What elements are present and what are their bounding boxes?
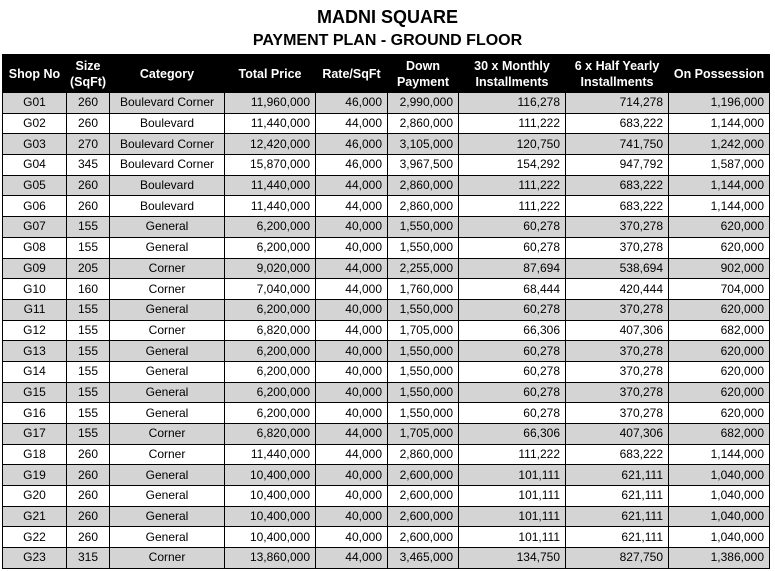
cell-rate-per-sqft: 44,000 [316, 424, 388, 445]
cell-category: General [110, 237, 225, 258]
cell-total-price: 6,200,000 [225, 361, 316, 382]
cell-size: 260 [67, 465, 110, 486]
cell-shop-no: G11 [3, 299, 67, 320]
cell-down-payment: 1,550,000 [388, 237, 459, 258]
cell-half-yearly-installments: 621,111 [566, 465, 669, 486]
cell-on-possession: 682,000 [669, 320, 770, 341]
cell-total-price: 10,400,000 [225, 527, 316, 548]
cell-category: Corner [110, 258, 225, 279]
table-row [3, 155, 770, 176]
cell-half-yearly-installments: 370,278 [566, 299, 669, 320]
cell-monthly-installments: 154,292 [459, 155, 566, 176]
cell-down-payment: 1,550,000 [388, 299, 459, 320]
cell-size: 155 [67, 382, 110, 403]
cell-on-possession: 620,000 [669, 341, 770, 362]
cell-on-possession: 704,000 [669, 279, 770, 300]
cell-category: Boulevard Corner [110, 155, 225, 176]
cell-half-yearly-installments: 714,278 [566, 93, 669, 114]
cell-rate-per-sqft: 44,000 [316, 113, 388, 134]
cell-category: Corner [110, 444, 225, 465]
cell-total-price: 12,420,000 [225, 134, 316, 155]
cell-shop-no: G18 [3, 444, 67, 465]
cell-category: General [110, 486, 225, 507]
table-row [3, 196, 770, 217]
cell-rate-per-sqft: 46,000 [316, 134, 388, 155]
cell-monthly-installments: 120,750 [459, 134, 566, 155]
cell-size: 155 [67, 361, 110, 382]
cell-on-possession: 620,000 [669, 382, 770, 403]
cell-category: Corner [110, 320, 225, 341]
cell-shop-no: G02 [3, 113, 67, 134]
cell-shop-no: G04 [3, 155, 67, 176]
cell-down-payment: 1,550,000 [388, 382, 459, 403]
cell-monthly-installments: 134,750 [459, 548, 566, 569]
cell-monthly-installments: 60,278 [459, 361, 566, 382]
cell-total-price: 11,440,000 [225, 196, 316, 217]
cell-shop-no: G10 [3, 279, 67, 300]
cell-rate-per-sqft: 44,000 [316, 279, 388, 300]
header-on-possession [669, 55, 770, 93]
cell-on-possession: 620,000 [669, 403, 770, 424]
cell-down-payment: 3,465,000 [388, 548, 459, 569]
cell-half-yearly-installments: 683,222 [566, 113, 669, 134]
cell-on-possession: 1,144,000 [669, 113, 770, 134]
header-shop-no-line1: Shop No [8, 66, 61, 81]
cell-on-possession: 620,000 [669, 299, 770, 320]
cell-monthly-installments: 66,306 [459, 424, 566, 445]
cell-down-payment: 1,550,000 [388, 341, 459, 362]
cell-on-possession: 902,000 [669, 258, 770, 279]
payment-plan-table [2, 54, 770, 569]
cell-on-possession: 1,144,000 [669, 196, 770, 217]
cell-monthly-installments: 60,278 [459, 403, 566, 424]
table-row [3, 217, 770, 238]
cell-category: Boulevard [110, 196, 225, 217]
cell-monthly-installments: 111,222 [459, 196, 566, 217]
cell-down-payment: 2,990,000 [388, 93, 459, 114]
cell-monthly-installments: 60,278 [459, 382, 566, 403]
cell-half-yearly-installments: 683,222 [566, 196, 669, 217]
header-monthly-installments-line2: Installments [475, 74, 549, 89]
cell-rate-per-sqft: 44,000 [316, 258, 388, 279]
cell-total-price: 11,440,000 [225, 175, 316, 196]
table-row [3, 424, 770, 445]
cell-total-price: 15,870,000 [225, 155, 316, 176]
cell-total-price: 9,020,000 [225, 258, 316, 279]
cell-size: 155 [67, 237, 110, 258]
cell-half-yearly-installments: 947,792 [566, 155, 669, 176]
cell-size: 260 [67, 93, 110, 114]
table-row [3, 361, 770, 382]
cell-monthly-installments: 60,278 [459, 237, 566, 258]
cell-size: 160 [67, 279, 110, 300]
cell-monthly-installments: 60,278 [459, 217, 566, 238]
cell-shop-no: G19 [3, 465, 67, 486]
cell-rate-per-sqft: 44,000 [316, 196, 388, 217]
header-rate-per-sqft-line1: Rate/SqFt [322, 66, 381, 81]
cell-shop-no: G03 [3, 134, 67, 155]
cell-monthly-installments: 111,222 [459, 113, 566, 134]
table-row [3, 113, 770, 134]
cell-on-possession: 620,000 [669, 217, 770, 238]
cell-down-payment: 2,860,000 [388, 196, 459, 217]
cell-rate-per-sqft: 40,000 [316, 506, 388, 527]
table-row [3, 548, 770, 569]
cell-half-yearly-installments: 407,306 [566, 424, 669, 445]
cell-monthly-installments: 101,111 [459, 486, 566, 507]
cell-total-price: 11,960,000 [225, 93, 316, 114]
header-total-price [225, 55, 316, 93]
cell-half-yearly-installments: 420,444 [566, 279, 669, 300]
cell-down-payment: 2,860,000 [388, 175, 459, 196]
cell-size: 260 [67, 175, 110, 196]
cell-down-payment: 3,967,500 [388, 155, 459, 176]
cell-on-possession: 1,040,000 [669, 465, 770, 486]
cell-down-payment: 1,760,000 [388, 279, 459, 300]
cell-total-price: 11,440,000 [225, 113, 316, 134]
cell-half-yearly-installments: 370,278 [566, 382, 669, 403]
cell-rate-per-sqft: 40,000 [316, 465, 388, 486]
cell-rate-per-sqft: 44,000 [316, 320, 388, 341]
cell-size: 260 [67, 506, 110, 527]
cell-down-payment: 1,705,000 [388, 424, 459, 445]
cell-shop-no: G05 [3, 175, 67, 196]
cell-half-yearly-installments: 683,222 [566, 175, 669, 196]
cell-total-price: 11,440,000 [225, 444, 316, 465]
cell-total-price: 6,200,000 [225, 403, 316, 424]
cell-shop-no: G20 [3, 486, 67, 507]
cell-total-price: 6,200,000 [225, 217, 316, 238]
cell-down-payment: 2,255,000 [388, 258, 459, 279]
cell-shop-no: G07 [3, 217, 67, 238]
table-row [3, 527, 770, 548]
cell-monthly-installments: 116,278 [459, 93, 566, 114]
cell-on-possession: 1,587,000 [669, 155, 770, 176]
cell-category: General [110, 403, 225, 424]
cell-shop-no: G23 [3, 548, 67, 569]
cell-total-price: 6,820,000 [225, 320, 316, 341]
cell-category: Corner [110, 424, 225, 445]
cell-rate-per-sqft: 46,000 [316, 93, 388, 114]
cell-monthly-installments: 101,111 [459, 506, 566, 527]
cell-size: 345 [67, 155, 110, 176]
cell-down-payment: 1,705,000 [388, 320, 459, 341]
cell-category: General [110, 465, 225, 486]
cell-shop-no: G12 [3, 320, 67, 341]
cell-down-payment: 3,105,000 [388, 134, 459, 155]
cell-half-yearly-installments: 621,111 [566, 486, 669, 507]
cell-on-possession: 1,196,000 [669, 93, 770, 114]
cell-shop-no: G06 [3, 196, 67, 217]
table-row [3, 486, 770, 507]
cell-half-yearly-installments: 827,750 [566, 548, 669, 569]
cell-category: Corner [110, 548, 225, 569]
cell-total-price: 6,200,000 [225, 299, 316, 320]
cell-down-payment: 2,600,000 [388, 527, 459, 548]
cell-shop-no: G09 [3, 258, 67, 279]
cell-shop-no: G22 [3, 527, 67, 548]
header-category [110, 55, 225, 93]
cell-monthly-installments: 101,111 [459, 527, 566, 548]
cell-monthly-installments: 60,278 [459, 299, 566, 320]
cell-on-possession: 620,000 [669, 361, 770, 382]
cell-size: 260 [67, 196, 110, 217]
cell-size: 155 [67, 424, 110, 445]
cell-rate-per-sqft: 40,000 [316, 361, 388, 382]
cell-category: Corner [110, 279, 225, 300]
cell-on-possession: 1,144,000 [669, 444, 770, 465]
page-subtitle: PAYMENT PLAN - GROUND FLOOR [252, 32, 523, 49]
cell-monthly-installments: 68,444 [459, 279, 566, 300]
header-half-yearly-installments-line1: 6 x Half Yearly [574, 58, 660, 73]
header-down-payment-line1: Down [405, 58, 441, 73]
cell-shop-no: G15 [3, 382, 67, 403]
cell-rate-per-sqft: 40,000 [316, 486, 388, 507]
cell-size: 260 [67, 527, 110, 548]
cell-total-price: 6,200,000 [225, 382, 316, 403]
header-size-line2: (SqFt) [70, 74, 107, 89]
table-body [3, 93, 770, 569]
header-shop-no [3, 55, 67, 93]
cell-size: 315 [67, 548, 110, 569]
header-rate-per-sqft [316, 55, 388, 93]
cell-rate-per-sqft: 40,000 [316, 403, 388, 424]
cell-total-price: 7,040,000 [225, 279, 316, 300]
table-row [3, 175, 770, 196]
cell-on-possession: 1,144,000 [669, 175, 770, 196]
cell-size: 155 [67, 403, 110, 424]
cell-half-yearly-installments: 370,278 [566, 237, 669, 258]
table-row [3, 465, 770, 486]
cell-category: Boulevard [110, 113, 225, 134]
cell-down-payment: 2,600,000 [388, 465, 459, 486]
cell-down-payment: 2,860,000 [388, 113, 459, 134]
cell-total-price: 10,400,000 [225, 465, 316, 486]
cell-half-yearly-installments: 683,222 [566, 444, 669, 465]
header-category-line1: Category [139, 66, 195, 81]
cell-down-payment: 2,600,000 [388, 506, 459, 527]
cell-category: Boulevard Corner [110, 134, 225, 155]
cell-monthly-installments: 60,278 [459, 341, 566, 362]
cell-category: General [110, 341, 225, 362]
cell-total-price: 10,400,000 [225, 506, 316, 527]
header-on-possession-line1: On Possession [673, 66, 765, 81]
cell-half-yearly-installments: 370,278 [566, 361, 669, 382]
cell-category: General [110, 506, 225, 527]
header-monthly-installments-line1: 30 x Monthly [474, 58, 550, 73]
cell-total-price: 10,400,000 [225, 486, 316, 507]
cell-size: 260 [67, 444, 110, 465]
cell-down-payment: 2,860,000 [388, 444, 459, 465]
cell-rate-per-sqft: 44,000 [316, 444, 388, 465]
cell-size: 155 [67, 299, 110, 320]
cell-down-payment: 2,600,000 [388, 486, 459, 507]
cell-category: General [110, 217, 225, 238]
cell-size: 270 [67, 134, 110, 155]
cell-category: Boulevard [110, 175, 225, 196]
cell-monthly-installments: 111,222 [459, 444, 566, 465]
header-down-payment [388, 55, 459, 93]
table-row [3, 237, 770, 258]
cell-half-yearly-installments: 370,278 [566, 403, 669, 424]
table-row [3, 320, 770, 341]
cell-category: General [110, 382, 225, 403]
header-size [67, 55, 110, 93]
cell-shop-no: G14 [3, 361, 67, 382]
cell-shop-no: G13 [3, 341, 67, 362]
header-half-yearly-installments [566, 55, 669, 93]
table-row [3, 506, 770, 527]
cell-total-price: 6,820,000 [225, 424, 316, 445]
cell-rate-per-sqft: 40,000 [316, 382, 388, 403]
cell-shop-no: G16 [3, 403, 67, 424]
cell-total-price: 6,200,000 [225, 341, 316, 362]
page-title: MADNI SQUARE [316, 7, 458, 27]
table-row [3, 134, 770, 155]
header-size-line1: Size [75, 58, 101, 73]
header-half-yearly-installments-line2: Installments [580, 74, 654, 89]
cell-shop-no: G01 [3, 93, 67, 114]
table-row [3, 299, 770, 320]
header-total-price-line1: Total Price [238, 66, 302, 81]
cell-half-yearly-installments: 741,750 [566, 134, 669, 155]
cell-monthly-installments: 87,694 [459, 258, 566, 279]
cell-on-possession: 620,000 [669, 237, 770, 258]
cell-rate-per-sqft: 44,000 [316, 548, 388, 569]
cell-monthly-installments: 66,306 [459, 320, 566, 341]
cell-half-yearly-installments: 621,111 [566, 527, 669, 548]
cell-down-payment: 1,550,000 [388, 217, 459, 238]
cell-total-price: 6,200,000 [225, 237, 316, 258]
header-row [3, 55, 770, 93]
cell-shop-no: G21 [3, 506, 67, 527]
table-row [3, 403, 770, 424]
table-row [3, 341, 770, 362]
cell-on-possession: 1,386,000 [669, 548, 770, 569]
cell-half-yearly-installments: 407,306 [566, 320, 669, 341]
cell-size: 155 [67, 217, 110, 238]
cell-on-possession: 1,040,000 [669, 486, 770, 507]
cell-half-yearly-installments: 538,694 [566, 258, 669, 279]
table-row [3, 93, 770, 114]
cell-on-possession: 1,040,000 [669, 506, 770, 527]
cell-monthly-installments: 101,111 [459, 465, 566, 486]
cell-rate-per-sqft: 40,000 [316, 217, 388, 238]
table-row [3, 258, 770, 279]
cell-total-price: 13,860,000 [225, 548, 316, 569]
cell-half-yearly-installments: 370,278 [566, 341, 669, 362]
cell-size: 260 [67, 486, 110, 507]
cell-shop-no: G08 [3, 237, 67, 258]
cell-category: General [110, 299, 225, 320]
cell-half-yearly-installments: 621,111 [566, 506, 669, 527]
header-monthly-installments [459, 55, 566, 93]
cell-size: 155 [67, 320, 110, 341]
cell-down-payment: 1,550,000 [388, 361, 459, 382]
cell-size: 205 [67, 258, 110, 279]
cell-rate-per-sqft: 46,000 [316, 155, 388, 176]
cell-category: General [110, 361, 225, 382]
cell-on-possession: 682,000 [669, 424, 770, 445]
table-row [3, 444, 770, 465]
cell-on-possession: 1,242,000 [669, 134, 770, 155]
cell-down-payment: 1,550,000 [388, 403, 459, 424]
cell-on-possession: 1,040,000 [669, 527, 770, 548]
cell-rate-per-sqft: 40,000 [316, 299, 388, 320]
cell-half-yearly-installments: 370,278 [566, 217, 669, 238]
cell-size: 155 [67, 341, 110, 362]
cell-size: 260 [67, 113, 110, 134]
cell-rate-per-sqft: 40,000 [316, 341, 388, 362]
cell-category: Boulevard Corner [110, 93, 225, 114]
table-row [3, 279, 770, 300]
table-row [3, 382, 770, 403]
cell-monthly-installments: 111,222 [459, 175, 566, 196]
cell-category: General [110, 527, 225, 548]
cell-rate-per-sqft: 40,000 [316, 527, 388, 548]
cell-shop-no: G17 [3, 424, 67, 445]
header-down-payment-line2: Payment [396, 74, 450, 89]
cell-rate-per-sqft: 40,000 [316, 237, 388, 258]
cell-rate-per-sqft: 44,000 [316, 175, 388, 196]
